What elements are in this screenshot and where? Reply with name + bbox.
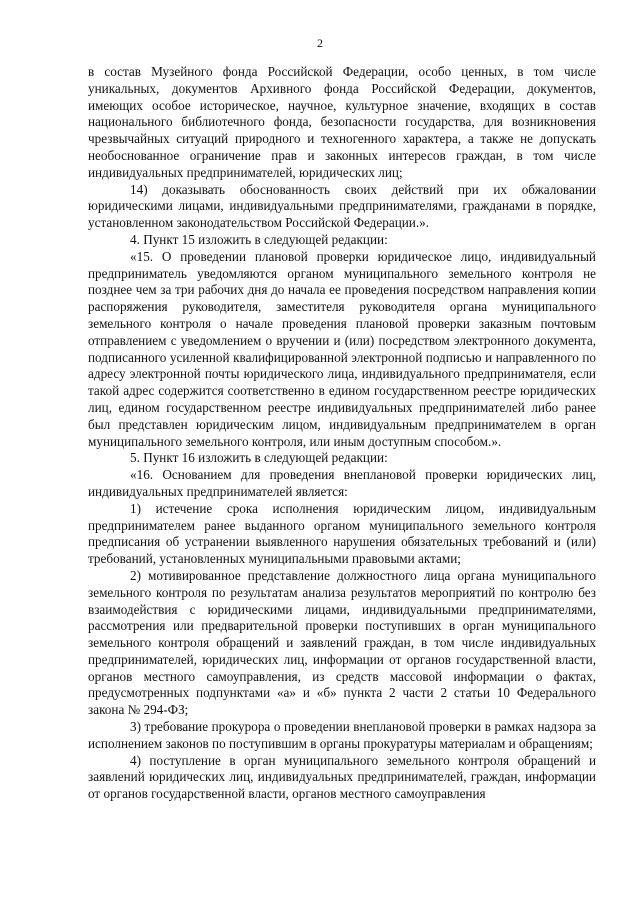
paragraph-amendment-4: 4. Пункт 15 изложить в следующей редакции:	[130, 231, 388, 247]
paragraph-ground-4: 4) поступление в орган муниципального земельного контроля обращений и заявлений юридических лиц, индивидуальных предпринимателей, граждан, информации от органов государственной власти, органов местного самоуправления	[88, 752, 596, 802]
document-body	[88, 64, 596, 803]
paragraph-amendment-5: 5. Пункт 16 изложить в следующей редакции:	[130, 450, 388, 466]
paragraph-ground-2: 2) мотивированное представление должностного лица органа муниципального земельного контроля по результатам анализа результатов мероприятий по контролю без взаимодействия с юридическими лицами, индивидуальными предпринимателями, рассмотрения или предварительной проверки поступивших в орган муниципального земельного контроля обращений и заявлений граждан, в том числе индивидуальных предпринимателей, юридических лиц, информации от органов государственной власти, органов местного самоуправления, из средств массовой информации о фактах, предусмотренных подпунктами «а» и «б» пункта 2 части 2 статьи 10 Федерального закона № 294-ФЗ;	[88, 567, 596, 718]
paragraph-clause-16: «16. Основанием для проведения внеплановой проверки юридических лиц, индивидуальных предпринимателей является:	[88, 467, 596, 499]
paragraph-ground-3: 3) требование прокурора о проведении внеплановой проверки в рамках надзора за исполнением законов по поступившим в органы прокуратуры материалам и обращениям;	[88, 719, 596, 751]
paragraph-ground-1: 1) истечение срока исполнения юридическим лицом, индивидуальным предпринимателем ранее выданного органом муниципального земельного контроля предписания об устранении выявленного нарушения обязательных требований и (или) требований, установленных муниципальными правовыми актами;	[88, 500, 596, 567]
paragraph-continuation: в состав Музейного фонда Российской Федерации, особо ценных, в том числе уникальных, документов Архивного фонда Российской Федерации, документов, имеющих особое историческое, научное, культурное значение, входящих в состав национального библиотечного фонда, безопасности государства, для возникновения чрезвычайных ситуаций природного и техногенного характера, а также не допускать необоснованное ограничение прав и законных интересов граждан, в том числе индивидуальных предпринимателей, юридических лиц;	[88, 64, 596, 180]
paragraph-clause-15: «15. О проведении плановой проверки юридическое лицо, индивидуальный предприниматель уведомляются органом муниципального земельного контроля не позднее чем за три рабочих дня до начала ее проведения посредством направления копии распоряжения руководителя, заместителя руководителя органа муниципального земельного контроля о начале проведения плановой проверки заказным почтовым отправлением с уведомлением о вручении и (или) посредством электронного документа, подписанного усиленной квалифицированной электронной подписью и направленного по адресу электронной почты юридического лица, индивидуального предпринимателя, если такой адрес содержится соответственно в едином государственном реестре юридических лиц, едином государственном реестре индивидуальных предпринимателей либо ранее был представлен юридическим лицом, индивидуальным предпринимателем в орган муниципального земельного контроля, или иным доступным способом.».	[88, 248, 596, 449]
page-number: 2	[317, 36, 323, 50]
paragraph-item-14: 14) доказывать обоснованность своих действий при их обжаловании юридическими лицами, индивидуальными предпринимателями, гражданами в порядке, установленном законодательством Российской Федерации.».	[88, 181, 596, 231]
